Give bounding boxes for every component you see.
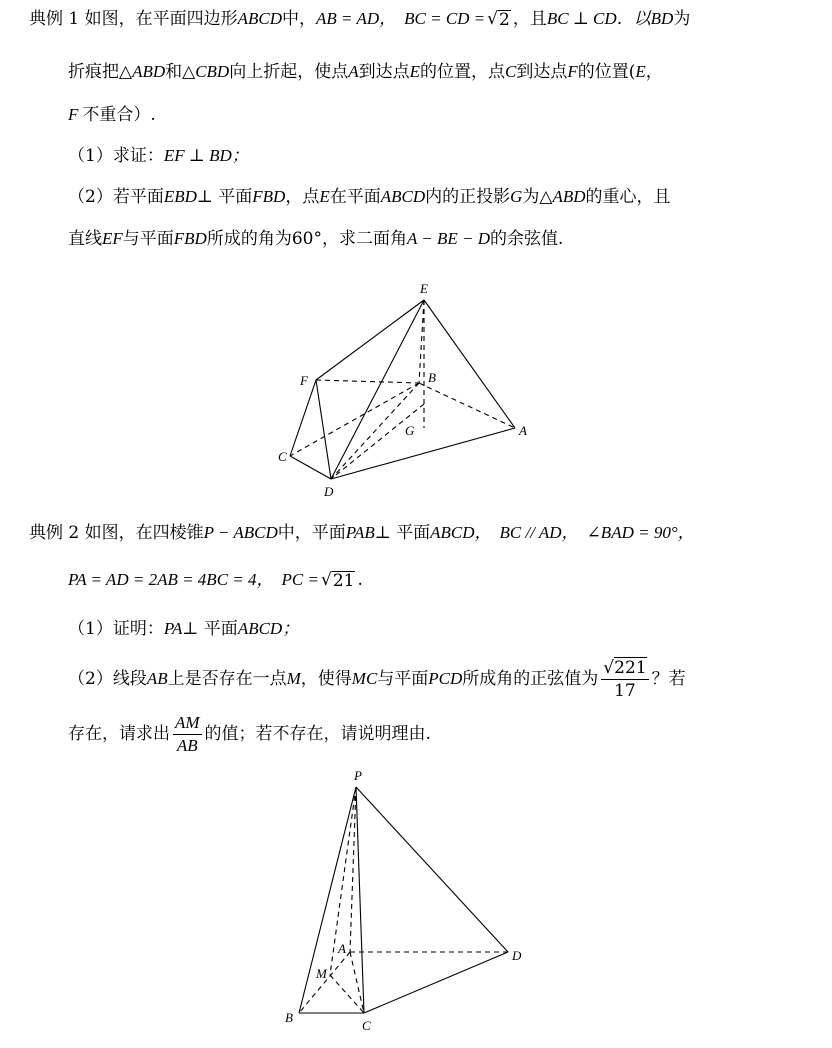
label-C: C	[362, 1018, 371, 1033]
sqrt-21: √ 21	[320, 570, 355, 591]
radical-sign: √	[603, 657, 615, 678]
ex1-question-1: （1）求证： EF ⊥ BD；	[68, 146, 249, 166]
label-A: A	[519, 423, 527, 438]
label-B: B	[428, 370, 436, 385]
ex2-line-1: 典例 2 如图，在四棱锥 P − ABCD 中，平面 PAB ⊥ 平面 ABCD， BC // AD， ∠BAD = 90°，	[29, 523, 695, 543]
label-G: G	[405, 423, 415, 438]
edge-PC	[356, 787, 364, 1013]
ex2-question-1: （1）证明： PA ⊥ 平面 ABCD；	[68, 619, 300, 639]
label-C: C	[278, 449, 287, 464]
label-D: D	[324, 484, 334, 499]
label-P: P	[354, 768, 362, 783]
ex1-line-3: F 不重合）.	[68, 105, 156, 125]
edge-MC	[330, 975, 364, 1013]
sqrt-2: √ 2	[487, 9, 510, 30]
ex1-line-2: 折痕把△ ABD 和△ CBD 向上折起，使点 A 到达点 E 的位置，点 C 到达点 F 的位置( E ，	[68, 62, 663, 82]
ex2-question-2-cont: 存在，请求出 $\frac{AM}{AB}$ 的值；若不存在，请说明理由.	[68, 712, 431, 755]
fraction-sqrt221-over-17: $\frac{√221}{17}$	[603, 657, 647, 701]
edge-PB	[299, 787, 356, 1013]
ex2-line-2: PA = AD = 2AB = 4BC = 4， PC = √ 21 .	[68, 570, 363, 591]
label-M: M	[316, 966, 327, 981]
radical-sign: √	[487, 9, 499, 29]
ex1-line-1: 典例 1 如图，在平面四边形 ABCD 中， AB = AD， BC = CD = √ 2 ，且 BC ⊥ CD．以 BD 为	[29, 9, 691, 30]
label-D: D	[512, 948, 522, 963]
edge-CD	[364, 952, 508, 1013]
fraction-AM-over-AB: $\frac{AM}{AB}$	[175, 712, 200, 755]
ex1-question-2: （2）若平面 EBD ⊥ 平面 FBD ，点 E 在平面 ABCD 内的正投影 G 为△ ABD 的重心，且	[68, 187, 671, 207]
label-A: A	[338, 941, 346, 956]
label-B: B	[285, 1010, 293, 1025]
edge-PD	[356, 787, 508, 952]
edge-PA	[350, 787, 356, 952]
ex1-question-2-cont: 直线 EF 与平面 FBD 所成的角为60°，求二面角 A − BE − D 的余弦值.	[68, 229, 564, 249]
label-E: E	[420, 281, 428, 296]
ex2-question-2: （2）线段 AB 上是否存在一点 M ，使得 MC 与平面 PCD 所成角的正弦值为 $\frac{√221}{17}$ ？若	[68, 657, 686, 701]
label-F: F	[300, 373, 308, 388]
radical-sign: √	[320, 570, 332, 590]
